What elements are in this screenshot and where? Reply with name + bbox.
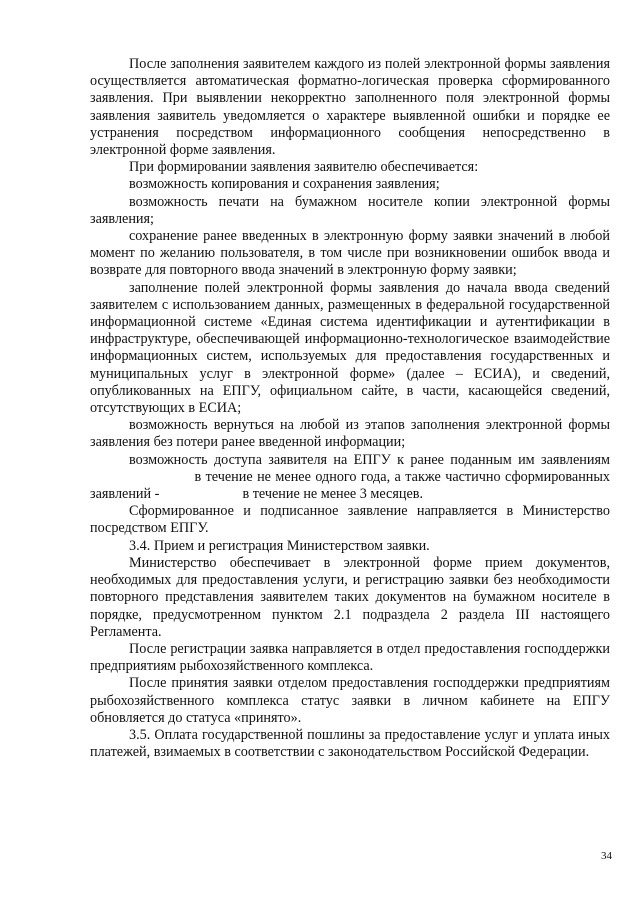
paragraph-form-validation: После заполнения заявителем каждого из полей электронной формы заявления осуществляется автоматическая форматно-логическая проверка сформированного заявления. При выявлении некорректно заполненного поля электронной формы заявления заявитель уведомляется о характере выявленной ошибки и порядке ее устранения посредством информационного сообщения непосредственно в электронной форме заявления. xyxy=(90,56,610,159)
paragraph-access-applications xyxy=(90,452,610,504)
access-text-part-2: в течение не менее одного года, а также частично сформированных заявлений - xyxy=(90,468,611,503)
access-text-part-3: в течение не менее 3 месяцев. xyxy=(242,486,423,503)
paragraph-return-step: возможность вернуться на любой из этапов заполнения электронной формы заявления без потери ранее введенной информации; xyxy=(90,417,610,451)
page-number: 34 xyxy=(601,850,612,862)
paragraph-status-update: После принятия заявки отделом предоставления господдержки предприятиям рыбохозяйственного комплекса статус заявки в личном кабинете на ЕПГУ обновляется до статуса «принято». xyxy=(90,675,610,726)
paragraph-print: возможность печати на бумажном носителе копии электронной формы заявления; xyxy=(90,193,610,227)
paragraph-ministry-reception: Министерство обеспечивает в электронной форме прием документов, необходимых для предоставления услуги, и регистрацию заявки без необходимости повторного представления заявителем таких документов на бумажном носителе в порядке, предусмотренном пунктом 2.1 подраздела 2 раздела III настоящего Регламента. xyxy=(90,554,610,640)
body-text xyxy=(90,56,610,761)
paragraph-copy-save: возможность копирования и сохранения заявления; xyxy=(129,176,440,193)
paragraph-save-values: сохранение ранее введенных в электронную форму заявки значений в любой момент по желанию пользователя, в том числе при возникновении ошибок ввода и возврате для повторного ввода значений в электронную форму заявки; xyxy=(90,228,610,279)
paragraph-submission: Сформированное и подписанное заявление направляется в Министерство посредством ЕПГУ. xyxy=(90,503,610,537)
paragraph-provided-features: При формировании заявления заявителю обеспечивается: xyxy=(129,159,479,176)
paragraph-registration: После регистрации заявка направляется в отдел предоставления господдержки предприятиям рыбохозяйственного комплекса. xyxy=(90,640,610,675)
section-heading-3-4: 3.4. Прием и регистрация Министерством заявки. xyxy=(129,537,430,554)
access-text-part-1: возможность доступа заявителя на ЕПГУ к ранее поданным им заявлениям xyxy=(129,451,610,468)
paragraph-prefill-esia: заполнение полей электронной формы заявления до начала ввода сведений заявителем с использованием данных, размещенных в федеральной государственной информационной системе «Единая система идентификации и аутентификации в инфраструктуре, обеспечивающей информационно-технологическое взаимодействие информационных систем, используемых для предоставления государственных и муниципальных услуг в электронной форме» (далее – ЕСИА), и сведений, опубликованных на ЕПГУ, официальном сайте, в части, касающейся сведений, отсутствующих в ЕСИА; xyxy=(90,279,610,417)
section-heading-3-5: 3.5. Оплата государственной пошлины за предоставление услуг и уплата иных платежей, взимаемых в соответствии с законодательством Российской Федерации. xyxy=(90,726,610,761)
